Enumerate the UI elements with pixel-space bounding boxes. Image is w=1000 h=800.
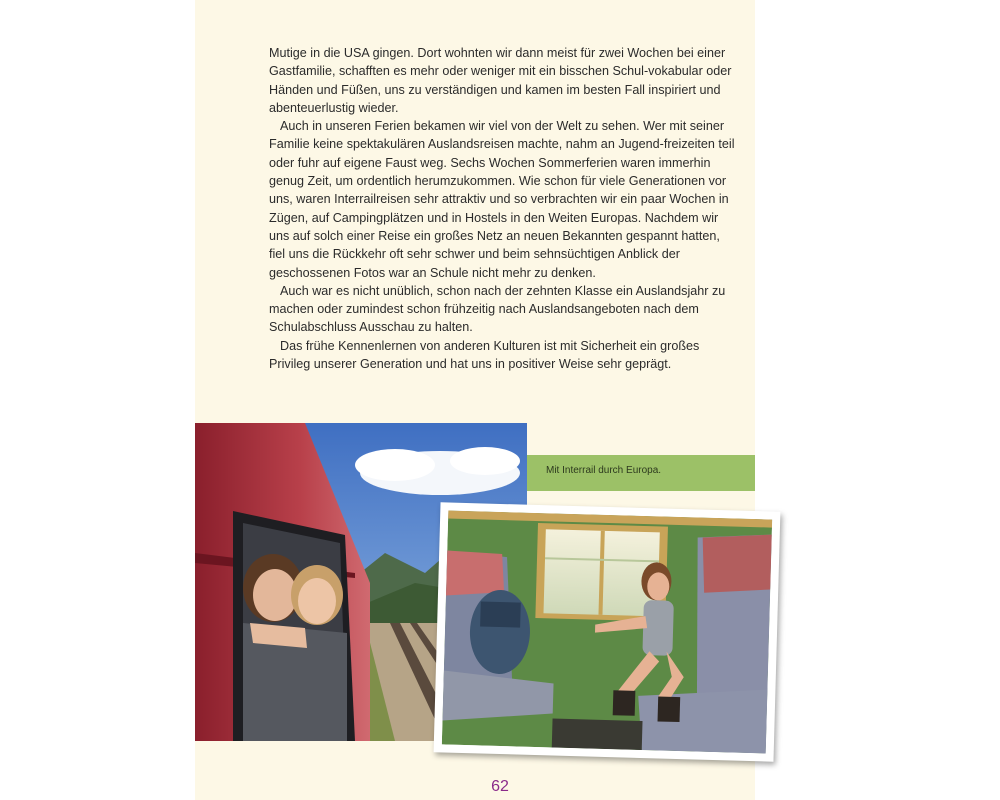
train-compartment-photo <box>434 502 781 761</box>
paragraph: Auch in unseren Ferien bekamen wir viel von der Welt zu sehen. Wer mit seiner Familie keine spektakulären Auslandsreisen machte, nahm an Jugend-freizeiten teil oder fuhr auf eigene Faust weg. Sechs Wochen Sommerferien waren immerhin genug Zeit, um ordentlich herumzukommen. Wie schon für viele Generationen vor uns, waren Interrailreisen sehr attraktiv und so verbrachten wir ein paar Wochen in Zügen, auf Campingplätzen und in Hostels in den Weiten Europas. Nachdem wir uns auf solch einer Reise ein großes Netz an neuen Bekannten gespannt hatten, fiel uns die Rückkehr oft sehr schwer und beim sehnsüchtigen Anblick der geschossenen Fotos war an Schule nicht mehr zu denken. <box>269 119 735 280</box>
article-body <box>269 44 739 373</box>
page-number: 62 <box>491 778 509 795</box>
photo-caption: Mit Interrail durch Europa. <box>546 465 662 476</box>
paragraph: Auch war es nicht unüblich, schon nach der zehnten Klasse ein Auslandsjahr zu machen oder zumindest schon frühzeitig nach Auslandsangeboten nach dem Schulabschluss Ausschau zu halten. <box>269 283 726 335</box>
paragraph: Das frühe Kennenlernen von anderen Kulturen ist mit Sicherheit ein großes Privileg unserer Generation und hat uns in positiver Weise sehr geprägt. <box>269 338 700 372</box>
paragraph: Mutige in die USA gingen. Dort wohnten wir dann meist für zwei Wochen bei einer Gastfamilie, schafften es mehr oder weniger mit ein bisschen Schul-vokabular oder Händen und Füßen, uns zu verständigen und kamen im besten Fall inspiriert und abenteuerlustig wieder. <box>269 46 732 115</box>
